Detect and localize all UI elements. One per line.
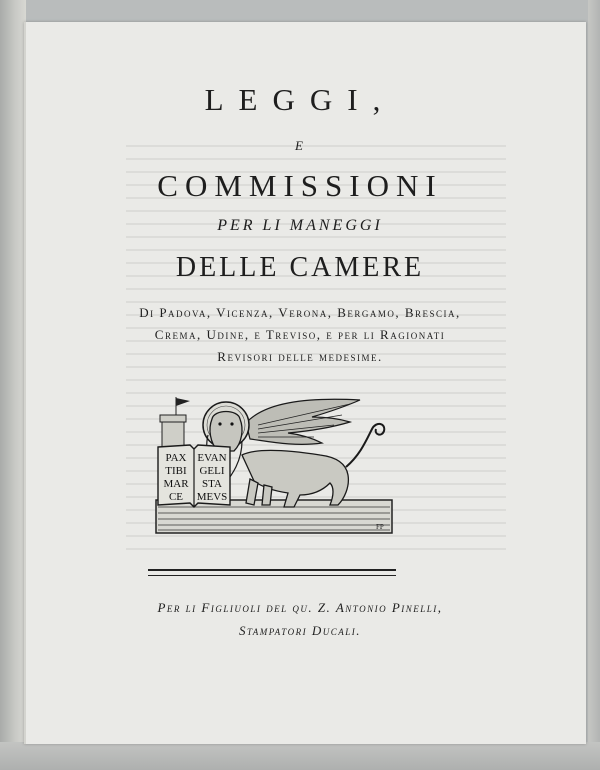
- imprint-ducal-printers: Stampatori Ducali.: [238, 623, 362, 638]
- book-word: PAX: [165, 452, 187, 464]
- lion-body: [242, 450, 348, 507]
- castle-tower: [160, 397, 186, 447]
- engraver-monogram: FP: [376, 523, 384, 531]
- subtitle-line-2: Crema, Udine, e Treviso, e per li Ragionati: [154, 327, 446, 342]
- book-word: CE: [168, 491, 184, 503]
- rule-thick: [148, 569, 396, 571]
- book-word: MEVS: [196, 491, 228, 503]
- book-word: TIBI: [165, 465, 187, 477]
- lion-of-saint-mark-emblem: [154, 395, 394, 535]
- book-word: EVAN: [197, 452, 227, 464]
- show-through-text: [126, 134, 506, 654]
- subtitle-line-1: Di Padova, Vicenza, Verona, Bergamo, Brescia,: [139, 305, 461, 320]
- tower-flag: [176, 398, 190, 406]
- book-word: STA: [202, 478, 222, 490]
- open-book: [158, 445, 230, 507]
- book-word: GELI: [199, 465, 225, 477]
- book-word: MAR: [163, 478, 189, 490]
- title-delle-camere: DELLE CAMERE: [175, 252, 425, 283]
- imprint-printer: Per li Figliuoli del qu. Z. Antonio Pinelli,: [157, 600, 443, 615]
- title-leggi: LEGGI,: [204, 82, 396, 117]
- title-per-li-maneggi: PER LI MANEGGI: [217, 217, 383, 234]
- title-conjunction: E: [295, 138, 305, 153]
- lion-head: [210, 412, 242, 452]
- lion-tail: [346, 424, 384, 467]
- rule-thin: [148, 575, 396, 576]
- title-commissioni: COMMISSIONI: [157, 168, 443, 203]
- subtitle-line-3: Revisori delle medesime.: [217, 349, 383, 364]
- background-bottom: [0, 742, 600, 770]
